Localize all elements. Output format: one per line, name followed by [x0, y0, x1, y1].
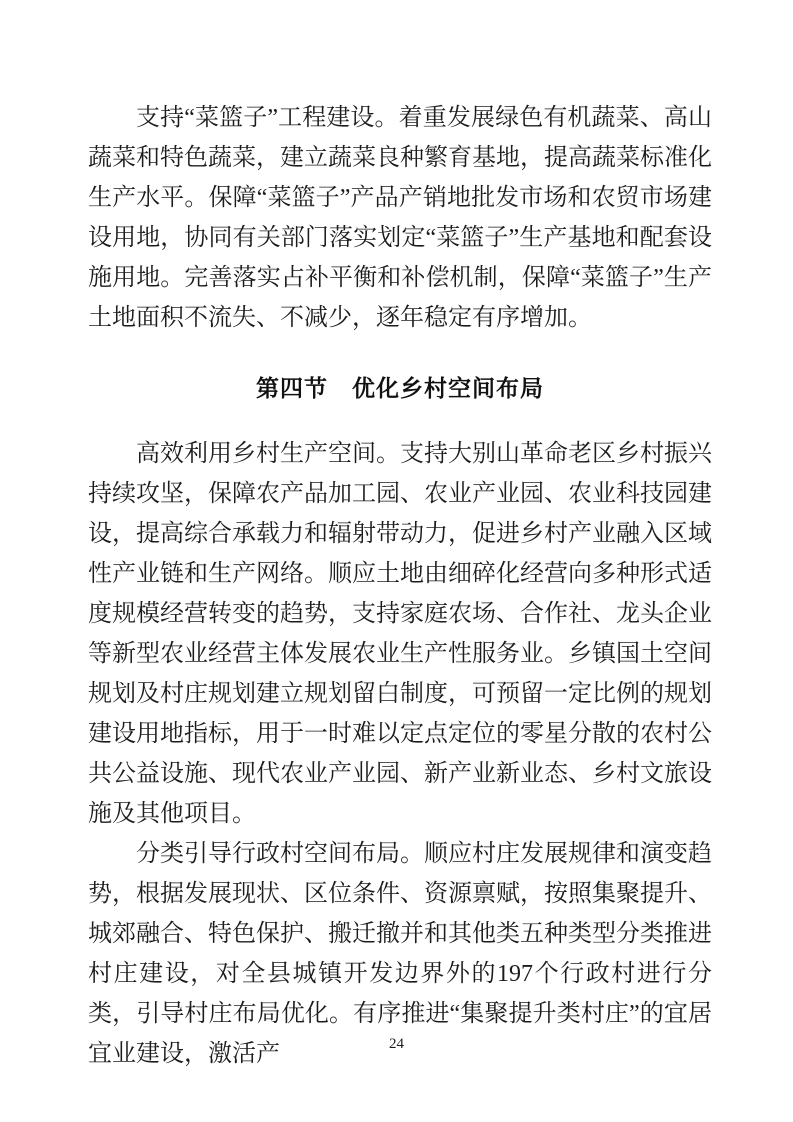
- paragraph-village-layout-classification: 分类引导行政村空间布局。顺应村庄发展规律和演变趋势，根据发展现状、区位条件、资源禀赋，按照集聚提升、城郊融合、特色保护、搬迁撤并和其他类五种类型分类推进村庄建设，对全县城镇开发边界外的197个行政村进行分类，引导村庄布局优化。有序推进“集聚提升类村庄”的宜居宜业建设，激活产: [88, 841, 712, 1067]
- section-heading: 第四节 优化乡村空间布局: [256, 375, 544, 401]
- paragraph-rural-production-space: 高效利用乡村生产空间。支持大别山革命老区乡村振兴持续攻坚，保障农产品加工园、农业产业园、农业科技园建设，提高综合承载力和辐射带动力，促进乡村产业融入区域性产业链和生产网络。顺应土地由细碎化经营向多种形式适度规模经营转变的趋势，支持家庭农场、合作社、龙头企业等新型农业经营主体发展农业生产性服务业。乡镇国土空间规划及村庄规划建立规划留白制度，可预留一定比例的规划建设用地指标，用于一时难以定点定位的零星分散的农村公共公益设施、现代农业产业园、新产业新业态、乡村文旅设施及其他项目。: [88, 441, 712, 827]
- page-number: 24: [389, 1036, 404, 1052]
- page-content: [88, 98, 712, 1074]
- paragraph-vegetable-basket-project: 支持“菜篮子”工程建设。着重发展绿色有机蔬菜、高山蔬菜和特色蔬菜，建立蔬菜良种繁育基地，提高蔬菜标准化生产水平。保障“菜篮子”产品产销地批发市场和农贸市场建设用地，协同有关部门落实划定“菜篮子”生产基地和配套设施用地。完善落实占补平衡和补偿机制，保障“菜篮子”生产土地面积不流失、不减少，逐年稳定有序增加。: [88, 105, 712, 331]
